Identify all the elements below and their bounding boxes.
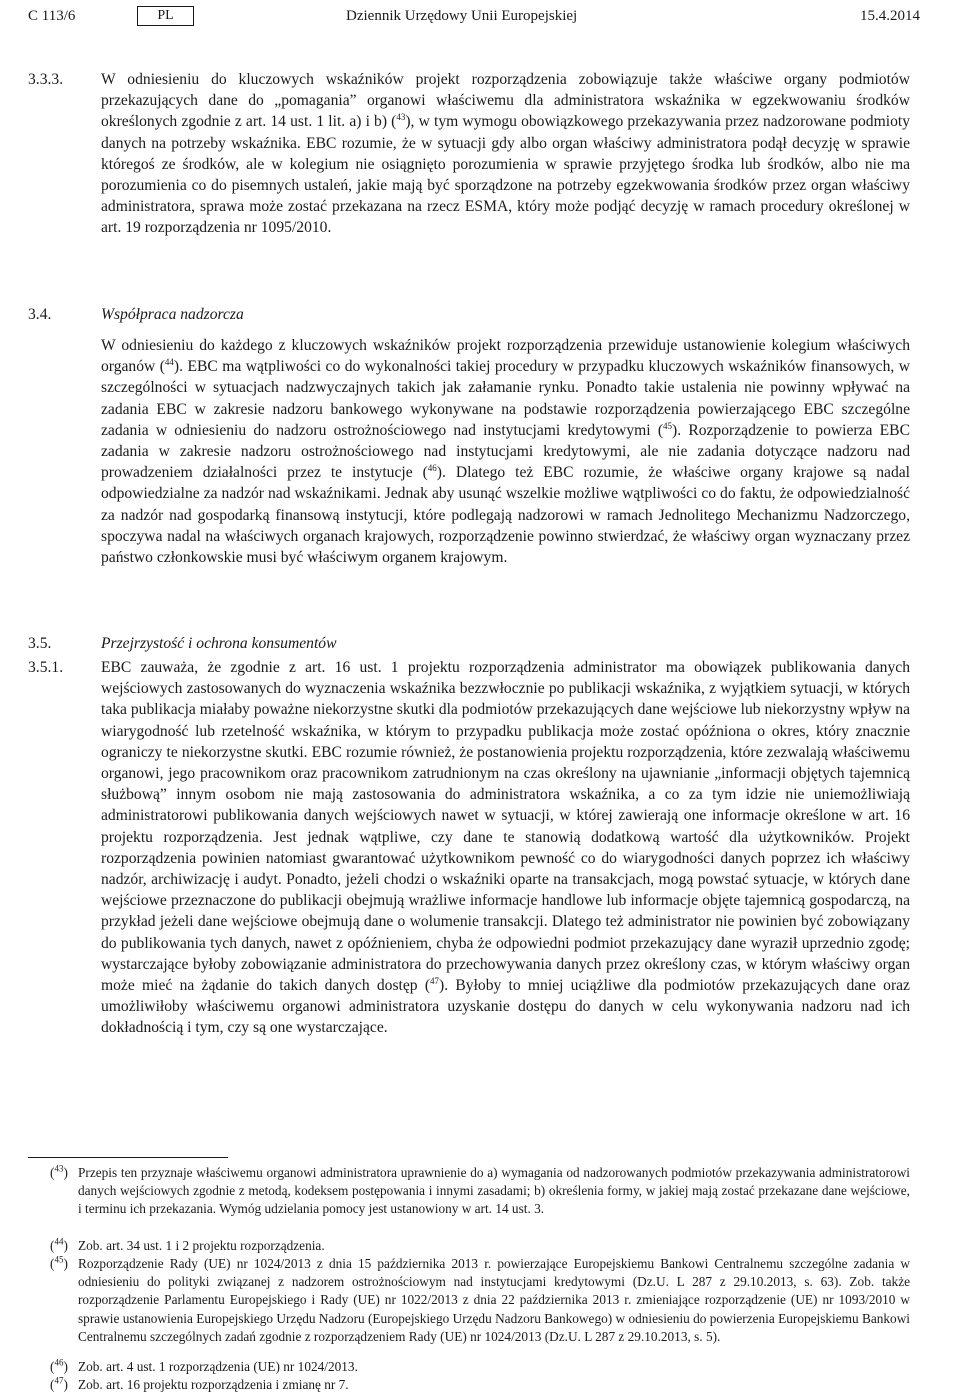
section-number-3-4: 3.4. — [28, 306, 52, 323]
section-number-3-5: 3.5. — [28, 635, 52, 652]
footnote-text: Zob. art. 34 ust. 1 i 2 projektu rozporządzenia. — [78, 1238, 325, 1253]
footnote-number: ($^{43}$) — [50, 1163, 68, 1180]
footnote-number: ($^{46}$) — [50, 1357, 68, 1374]
section-number-3-5-1: 3.5.1. — [28, 659, 64, 676]
paragraph-3-3-3: W odniesieniu do kluczowych wskaźników projekt rozporządzenia zobowiązuje także właściwe organy podmiotów przekazujących dane do „pomagania” organowi właściwemu dla administratora wskaźnika w egzekwowaniu środków określonych zgodnie z art. 14 ust. 1 lit. a) i b) ($^{43}$), w tym wymogu obowiązkowego przekazywania przez nadzorowane podmioty danych na potrzeby wskaźnika. EBC rozumie, że w sytuacji gdy albo organ właściwy administratora podął decyzję w sprawie któregoś ze środków, ale w kolegium nie osiągnięto porozumienia w sprawie przyjętego środka lub środków, albo nie ma porozumienia co do pisemnych ustaleń, jakie mają być sporządzone na potrzeby egzekwowania środków przez organ właściwy administratora, sprawa może zostać przekazana na rzecz ESMA, który może podjąć decyzję w ramach procedury określonej w art. 19 rozporządzenia nr 1095/2010. — [101, 71, 910, 237]
paragraph-3-4: W odniesieniu do każdego z kluczowych wskaźników projekt rozporządzenia przewiduje ustanowienie kolegium właściwych organów ($^{44}$). EBC ma wątpliwości co do wykonalności takiej procedury w przypadku kluczowych wskaźników finansowych, w szczególności w sytuacjach nadzwyczajnych takich jak załamanie rynku. Ponadto takie ustalenia nie powinny wpływać na zadania EBC w zakresie nadzoru bankowego wykonywane na podstawie rozporządzenia powierzającego EBC szczególne zadania w odniesieniu do nadzoru ostrożnościowego nad instytucjami kredytowymi ($^{45}$). Rozporządzenie to powierza EBC zadania w zakresie nadzoru ostrożnościowego nad instytucjami kredytowymi, ale nie zadania dotyczące nadzoru nad prowadzeniem działalności przez te instytucje ($^{46}$). Dlatego też EBC rozumie, że właściwe organy krajowe są nadal odpowiedzialne za nadzór nad wskaźnikami. Jednak aby usunąć wszelkie możliwe wątpliwości co do faktu, że odpowiedzialność za nadzór nad gospodarką finansową instytucji, które podlegają nadzorowi w ramach Jednolitego Mechanizmu Nadzorczego, spoczywa nadal na właściwych organach krajowych, rozporządzenie powinno stwierdzać, że właściwy organ wyznaczany przez państwo członkowskie musi być właściwym organem krajowym. — [101, 337, 910, 567]
section-heading-3-4: Współpraca nadzorcza — [101, 306, 244, 323]
section-heading-3-5: Przejrzystość i ochrona konsumentów — [101, 635, 337, 652]
footnote-text: Rozporządzenie Rady (UE) nr 1024/2013 z dnia 15 października 2013 r. powierzające Europejskiemu Bankowi Centralnemu szczególne zadania w odniesieniu do polityki związanej z nadzorem ostrożnościowym nad instytucjami kredytowymi (Dz.U. L 287 z 29.10.2013, s. 63). Zob. także rozporządzenie Parlamentu Europejskiego i Rady (UE) nr 1022/2013 z dnia 22 października 2013 r. zmieniające rozporządzenie (UE) nr 1093/2010 w sprawie ustanowienia Europejskiego Urzędu Nadzoru (Europejskiego Urzędu Nadzoru Bankowego) w odniesieniu do powierzenia Europejskiemu Bankowi Centralnemu szczególnych zadań zgodnie z rozporządzeniem Rady (UE) nr 1024/2013 (Dz.U. L 287 z 29.10.2013, s. 5). — [78, 1256, 910, 1344]
page-header — [28, 6, 948, 28]
footnote-separator — [28, 1157, 228, 1158]
footnote-number: ($^{47}$) — [50, 1375, 68, 1392]
publication-date: 15.4.2014 — [860, 8, 920, 24]
footnote-number: ($^{45}$) — [50, 1254, 68, 1271]
paragraph-3-5-1: EBC zauważa, że zgodnie z art. 16 ust. 1 projektu rozporządzenia administrator ma obowiązek publikowania danych wejściowych zastosowanych do wyznaczenia wskaźnika bezzwłocznie po publikacji wskaźnika, z wyjątkiem sytuacji, w których taka publikacja miałaby poważne niekorzystne skutki dla podmiotów przekazujących dane wejściowe lub niekorzystny wpływ na wiarygodność lub rzetelność wskaźnika, w którym to przypadku publikacja może zostać opóźniona o okres, który znacznie ograniczy te niekorzystne skutki. EBC rozumie również, że postanowienia projektu rozporządzenia, które zezwalają właściwemu organowi, jego pracownikom oraz pracownikom zatrudnionym na czas określony na ujawnianie „informacji objętych tajemnicą służbową” innym osobom nie mają zastosowania do administratora wskaźnika, a co za tym idzie nie uniemożliwiają administratorowi publikowania danych wejściowych nawet w sytuacji, w której zawierają one informacje określone w art. 16 projektu rozporządzenia. Jest jednak wątpliwe, czy dane te stanowią dodatkową wartość dla użytkowników. Projekt rozporządzenia powinien natomiast gwarantować użytkownikom pewność co do wiarygodności danych poprzez ich właściwy nadzór, archiwizację i audyt. Ponadto, jeżeli chodzi o wskaźniki oparte na transakcjach, mogą powstać sytuacje, w których dane wejściowe przeznaczone do publikacji obejmują wrażliwe informacje handlowe lub informacje objęte tajemnicą gospodarczą, na przykład jeżeli dane wejściowe obejmują dane o wolumenie transakcji. Dlatego też administrator nie powinien być zobowiązany do publikowania tych danych, nawet z opóźnieniem, chyba że odpowiedni podmiot przekazujący dane wyraził uprzednio zgodę; wystarczające byłoby zobowiązanie administratora do przechowywania danych przez określony czas, w którym właściwy organ może mieć na żądanie do takich danych dostęp ($^{47}$). Byłoby to mniej uciążliwe dla podmiotów przekazujących dane oraz umożliwiłoby właściwemu organowi administratora uzyskanie dostępu do danych w celu wykonywania nadzoru nad ich dokładnością i tym, czy są one wystarczające. — [101, 659, 910, 1037]
footnote-text: Przepis ten przyznaje właściwemu organowi administratora uprawnienie do a) wymagania od nadzorowanych podmiotów przekazywania administratorowi danych wejściowych zgodnie z metodą, kodeksem postępowania i innymi zasadami; b) określenia formy, w jakiej mają zostać przekazane dane wejściowe, i terminu ich przekazania. Wymóg udzielania pomocy jest ustanowiony w art. 14 ust. 3. — [78, 1165, 910, 1217]
footnote-number: ($^{44}$) — [50, 1236, 68, 1253]
footnote-text: Zob. art. 4 ust. 1 rozporządzenia (UE) nr 1024/2013. — [78, 1359, 358, 1374]
footnote-text: Zob. art. 16 projektu rozporządzenia i zmianę nr 7. — [78, 1377, 349, 1392]
section-number-3-3-3: 3.3.3. — [28, 71, 64, 88]
page-reference: C 113/6 — [28, 8, 76, 24]
language-badge: PL — [137, 6, 194, 26]
journal-title: Dziennik Urzędowy Unii Europejskiej — [346, 8, 578, 24]
